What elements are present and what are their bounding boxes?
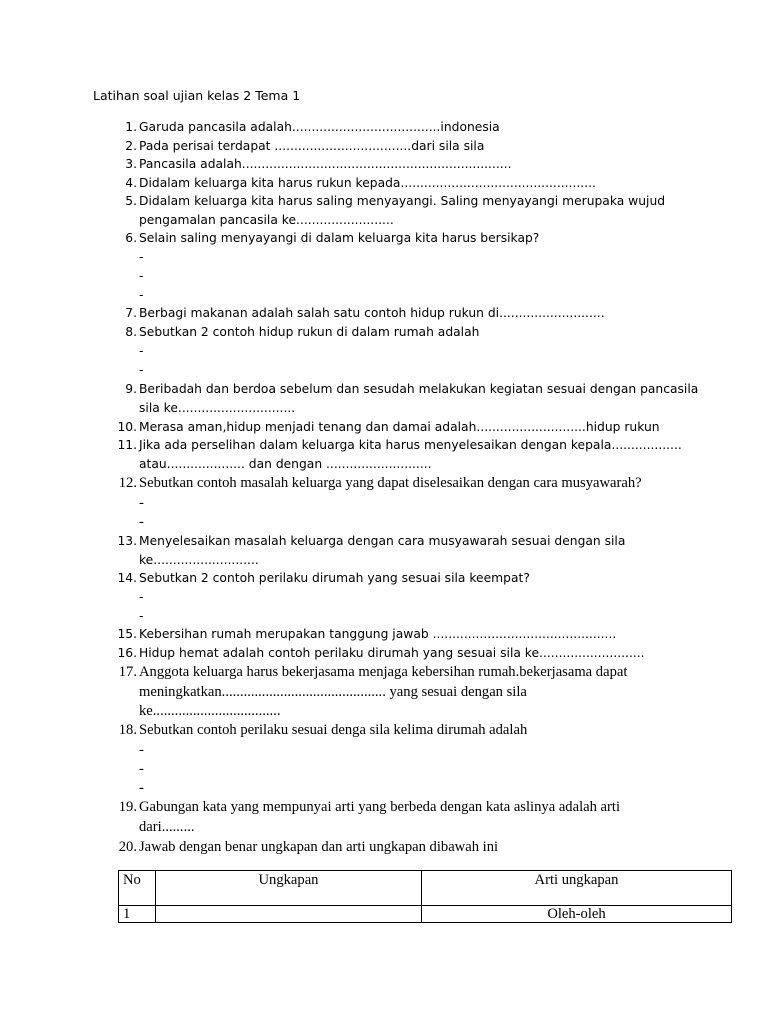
question-text: Didalam keluarga kita harus rukun kepada.................................................. [139,176,596,190]
answer-dash: - [139,608,144,623]
answer-dash: - [139,741,144,758]
question-text: Jawab dengan benar ungkapan dan arti ungkapan dibawah ini [139,839,499,855]
answer-dash: - [139,362,144,377]
question-number: 3. [125,157,137,171]
question-number: 19. [118,799,137,815]
question-number: 11. [117,438,137,452]
question-number: 10. [117,420,137,434]
question-text: Sebutkan contoh masalah keluarga yang dapat diselesaikan dengan cara musyawarah? [139,475,642,491]
question-number: 2. [125,139,137,153]
question-number: 8. [125,325,137,339]
question-number: 4. [125,176,137,190]
question-number: 9. [125,382,137,396]
question-text: dari......... [139,818,195,835]
answer-dash: - [139,779,144,796]
table-row [119,906,732,923]
table-cell-arti: Oleh-oleh [422,906,732,923]
question-text: Garuda pancasila adalah......................................indonesia [139,120,500,134]
question-number: 1. [125,120,137,134]
question-number: 18. [118,722,137,738]
question-number: 16. [117,646,137,660]
question-text: Gabungan kata yang mempunyai arti yang berbeda dengan kata aslinya adalah arti [139,799,620,815]
question-number: 20. [118,839,137,855]
question-text: Beribadah dan berdoa sebelum dan sesudah melakukan kegiatan sesuai dengan pancasila [139,382,699,396]
table-header-ungkapan: Ungkapan [156,871,422,906]
question-text: Selain saling menyayangi di dalam keluarga kita harus bersikap? [139,231,540,245]
question-number: 6. [125,231,137,245]
question-text: Kebersihan rumah merupakan tanggung jawab ............................................... [139,627,617,641]
question-text: Pancasila adalah..................................................................... [139,157,512,171]
table-header-arti: Arti ungkapan [422,871,732,906]
question-text: Jika ada perselihan dalam keluarga kita harus menyelesaikan dengan kepala.................. [139,438,682,452]
question-text: ke........................... [139,552,259,567]
answer-dash: - [139,494,144,511]
table-header-no: No [119,871,156,906]
answer-dash: - [139,287,144,302]
question-text: Sebutkan 2 contoh hidup rukun di dalam rumah adalah [139,325,480,339]
question-text: Hidup hemat adalah contoh perilaku dirumah yang sesuai sila ke........................... [139,646,645,660]
question-text: Menyelesaikan masalah keluarga dengan cara musyawarah sesuai dengan sila [139,534,626,548]
table-cell-ungkapan [156,906,422,923]
question-number: 14. [117,571,137,585]
answer-dash: - [139,249,144,264]
question-text: atau.................... dan dengan ........................... [139,456,432,471]
answer-dash: - [139,760,144,777]
question-text: Berbagi makanan adalah salah satu contoh hidup rukun di........................... [139,306,605,320]
question-text: meningkatkan............................................. yang sesuai dengan sila [139,683,527,700]
question-text: sila ke.............................. [139,400,296,415]
table-header-row [119,871,732,906]
question-text: Merasa aman,hidup menjadi tenang dan damai adalah............................hidup rukun [139,420,660,434]
question-text: Sebutkan contoh perilaku sesuai denga sila kelima dirumah adalah [139,722,528,738]
question-text: Pada perisai terdapat ...................................dari sila sila [139,139,485,153]
document-title: Latihan soal ujian kelas 2 Tema 1 [93,88,301,103]
table-cell-no: 1 [119,906,156,923]
answer-dash: - [139,268,144,283]
question-number: 7. [125,306,137,320]
question-text: Didalam keluarga kita harus saling menyayangi. Saling menyayangi merupaka wujud [139,194,666,208]
question-number: 12. [118,475,137,491]
answer-dash: - [139,513,144,530]
ungkapan-table [118,870,732,923]
answer-dash: - [139,589,144,604]
question-number: 15. [117,627,137,641]
question-text: Sebutkan 2 contoh perilaku dirumah yang sesuai sila keempat? [139,571,530,585]
question-text: ke................................... [139,703,281,719]
answer-dash: - [139,343,144,358]
question-text: pengamalan pancasila ke......................... [139,212,394,227]
question-number: 5. [125,194,137,208]
question-text: Anggota keluarga harus bekerjasama menjaga kebersihan rumah.bekerjasama dapat [139,664,628,680]
question-number: 13. [117,534,137,548]
question-number: 17. [118,664,137,680]
